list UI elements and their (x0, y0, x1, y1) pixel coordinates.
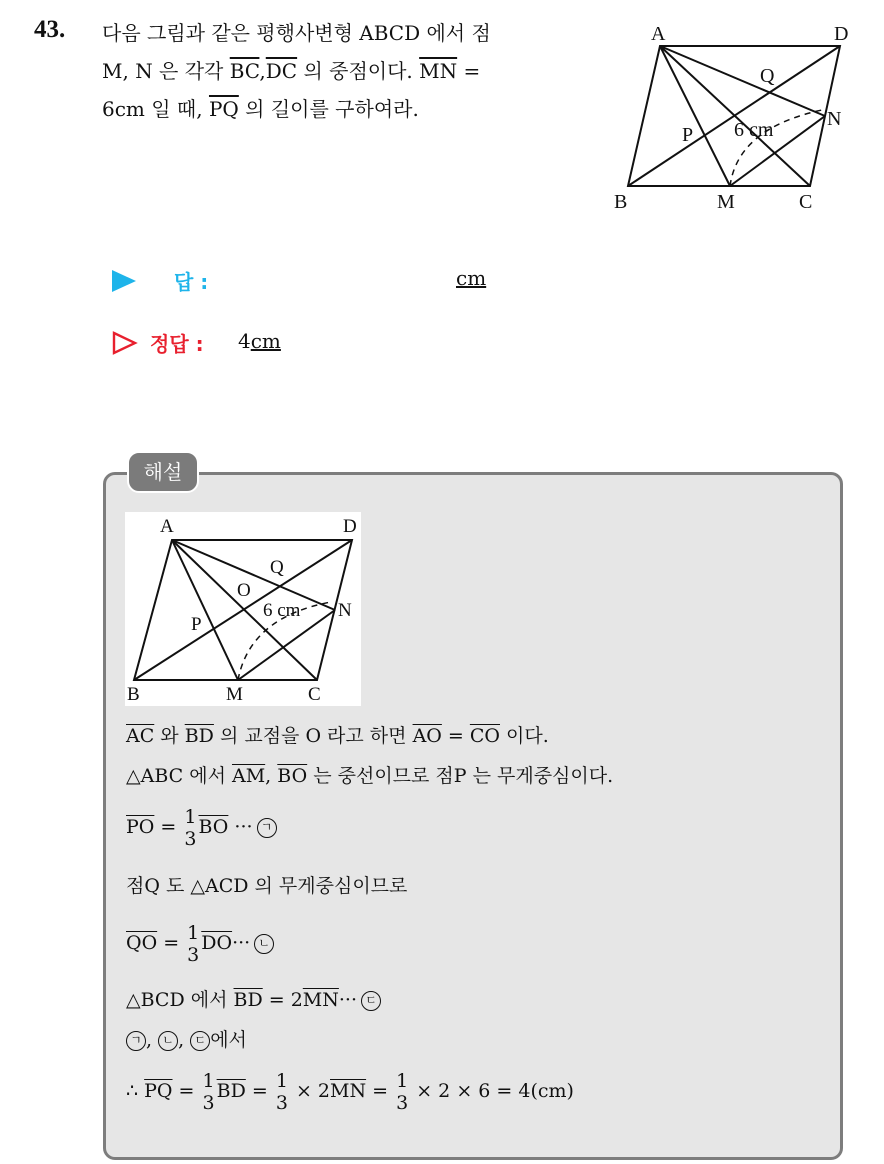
label-d: D (343, 516, 357, 537)
text: △BCD 에서 (126, 989, 234, 1011)
segment: $\overline{QO}$ (126, 932, 158, 954)
text: = (441, 725, 470, 747)
label-b: B (127, 684, 140, 705)
label-c: C (308, 684, 321, 705)
explanation-tag: 해설 (127, 451, 199, 493)
text: ··· (228, 816, 253, 838)
segment: $\overline{BD}$ (184, 725, 214, 747)
denominator: 3 (396, 1092, 409, 1114)
correct-answer-row (112, 328, 532, 358)
text: = (172, 1080, 201, 1102)
text: = (245, 1080, 274, 1102)
segment: $\overline{AM}$ (231, 765, 266, 787)
label-a: A (160, 516, 174, 537)
segment: $\overline{PO}$ (126, 816, 155, 838)
segment: $\overline{MN}$ (330, 1080, 367, 1102)
fraction (276, 1070, 288, 1114)
text: × 2 (289, 1080, 330, 1102)
explanation-line-8 (126, 1070, 574, 1114)
text: 와 (154, 725, 185, 747)
label-c: C (799, 191, 813, 213)
text: ∴ (126, 1080, 145, 1102)
text: 에서 (210, 1029, 247, 1051)
label-n: N (827, 108, 842, 130)
label-n: N (338, 600, 352, 621)
explanation-line-5 (126, 922, 274, 966)
numerator: 1 (184, 806, 197, 828)
text: = (457, 59, 481, 83)
segment: $\overline{AC}$ (126, 725, 155, 747)
parallelogram-figure (610, 18, 860, 218)
text: , (146, 1029, 159, 1051)
outline-triangle-icon (112, 331, 138, 355)
explanation-line-6 (126, 988, 381, 1012)
question-line-1: 다음 그림과 같은 평행사변형 ABCD 에서 점 (102, 21, 491, 45)
text: , (178, 1029, 191, 1051)
numerator: 1 (187, 922, 200, 944)
segment: $\overline{DO}$ (201, 932, 233, 954)
segment: $\overline{BD}$ (233, 989, 263, 1011)
text: 의 교점을 O 라고 하면 (213, 725, 413, 747)
numerator: 1 (202, 1070, 215, 1092)
answer-row[interactable] (112, 266, 532, 296)
segment: $\overline{BD}$ (216, 1080, 246, 1102)
segment: $\overline{BO}$ (198, 816, 229, 838)
segment: $\overline{AO}$ (412, 725, 442, 747)
explanation-line-3 (126, 806, 277, 850)
segment-pq: $\overline{PQ}$ (208, 97, 239, 121)
text: = (157, 932, 186, 954)
label-p: P (191, 614, 202, 635)
numerator: 1 (275, 1070, 288, 1092)
fraction (184, 806, 196, 850)
denominator: 3 (202, 1092, 215, 1114)
text: , (265, 765, 278, 787)
value: 4 (238, 329, 251, 353)
label-b: B (614, 191, 628, 213)
text: 의 중점이다. (297, 59, 420, 83)
explanation-line-1 (126, 724, 549, 748)
text: 6cm 일 때, (102, 97, 209, 121)
text: ··· (232, 932, 251, 954)
circled-mark: ㄱ (126, 1031, 146, 1051)
label-a: A (651, 23, 666, 45)
label-q: Q (270, 557, 284, 578)
label-length: 6 cm (734, 119, 774, 141)
label-q: Q (760, 65, 775, 87)
text: = (366, 1080, 395, 1102)
question-number: 43. (34, 16, 66, 43)
answer-label: 답 : (174, 270, 209, 294)
segment: $\overline{CO}$ (469, 725, 500, 747)
segment-dc: $\overline{DC}$ (265, 59, 298, 83)
question-text (102, 14, 592, 128)
text: = 2 (262, 989, 303, 1011)
label-p: P (682, 124, 694, 146)
fraction (396, 1070, 408, 1114)
segment-mn: $\overline{MN}$ (419, 59, 458, 83)
question-line-2 (102, 52, 592, 90)
text: ··· (338, 989, 358, 1011)
correct-answer-label: 정답 : (150, 332, 204, 356)
text: 의 길이를 구하여라. (238, 97, 419, 121)
label-m: M (717, 191, 735, 213)
text: M, N 은 각각 (102, 59, 230, 83)
label-o: O (237, 580, 251, 601)
text: 는 중선이므로 점P 는 무게중심이다. (307, 765, 614, 787)
fraction (187, 922, 199, 966)
denominator: 3 (187, 944, 200, 966)
text: 점Q 도 △ACD 의 무게중심이므로 (126, 875, 408, 897)
segment-bc: $\overline{BC}$ (229, 59, 260, 83)
play-triangle-icon (112, 270, 136, 292)
label-d: D (834, 23, 849, 45)
text: , (259, 59, 266, 83)
text: × 2 × 6 = 4(cm) (410, 1080, 574, 1102)
answer-unit: cm (456, 266, 487, 290)
correct-answer-value (238, 329, 281, 353)
fraction (203, 1070, 215, 1114)
denominator: 3 (184, 828, 197, 850)
denominator: 3 (275, 1092, 288, 1114)
text: 이다. (500, 725, 549, 747)
explanation-line-4 (126, 874, 407, 898)
question-line-3 (102, 90, 592, 128)
circled-mark: ㄷ (190, 1031, 210, 1051)
explanation-line-2 (126, 764, 613, 788)
explanation-figure (125, 512, 361, 706)
label-length: 6 cm (263, 600, 301, 621)
unit: cm (250, 329, 281, 353)
circled-mark: ㄴ (158, 1031, 178, 1051)
explanation-line-7 (126, 1028, 247, 1052)
segment: $\overline{PQ}$ (144, 1080, 173, 1102)
segment: $\overline{BO}$ (277, 765, 308, 787)
circled-mark: ㄴ (254, 934, 274, 954)
numerator: 1 (396, 1070, 409, 1092)
segment: $\overline{MN}$ (302, 989, 339, 1011)
text: △ABC 에서 (126, 765, 232, 787)
circled-mark: ㄷ (361, 991, 381, 1011)
label-m: M (226, 684, 243, 705)
circled-mark: ㄱ (257, 818, 277, 838)
text: = (154, 816, 183, 838)
